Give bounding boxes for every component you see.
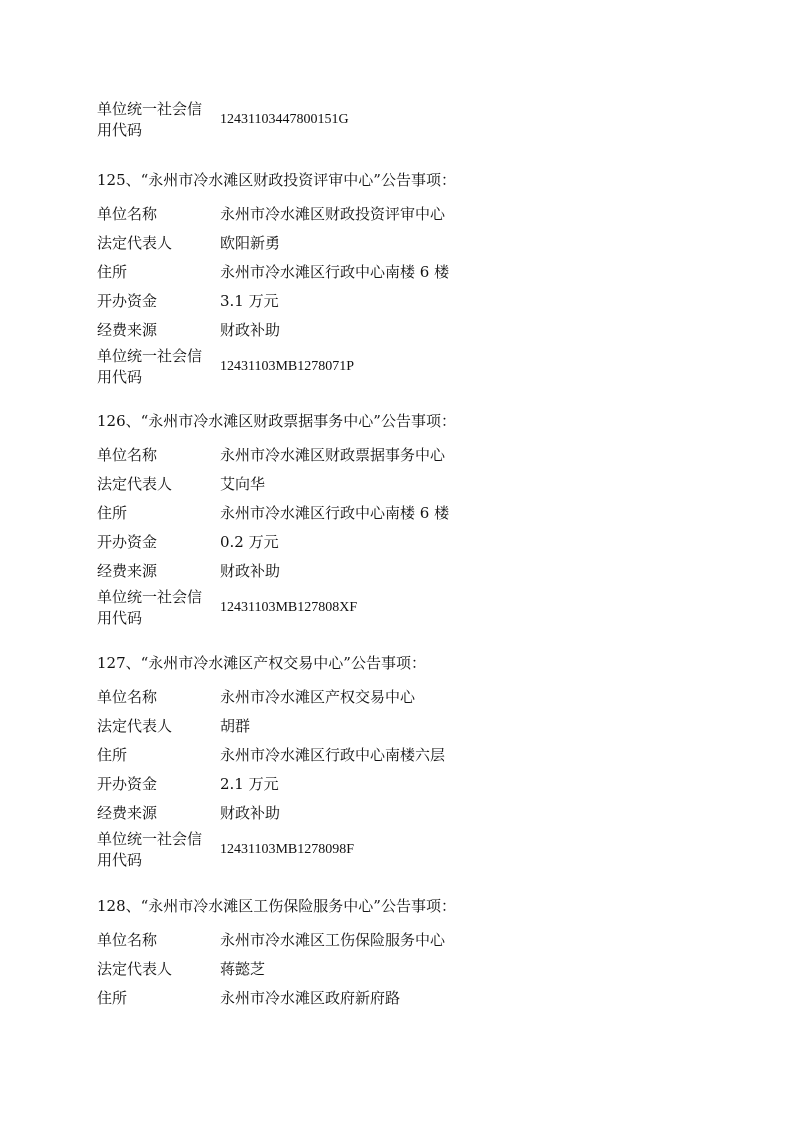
entry-heading: 126、“永州市冷水滩区财政票据事务中心”公告事项： [97,412,456,430]
field-value: 3.1 万元 [220,291,279,310]
legal-rep-row [97,711,697,740]
capital-row [97,769,697,798]
entry-heading: 127、“永州市冷水滩区产权交易中心”公告事项： [97,654,426,672]
field-value: 永州市冷水滩区财政票据事务中心 [220,445,446,464]
unit-name-row [97,682,697,711]
field-value: 永州市冷水滩区财政投资评审中心 [220,204,446,223]
field-value: 12431103MB1278098F [220,842,355,857]
entry-126 [97,411,697,631]
address-row [97,257,697,286]
field-label: 开办资金 [97,774,158,793]
field-value: 12431103447800151G [220,112,349,127]
address-row [97,983,697,1012]
field-label: 法定代表人 [97,959,173,978]
field-label: 住所 [97,745,128,764]
unit-name-row [97,925,697,954]
field-label: 住所 [97,988,128,1007]
funding-source-row [97,315,697,344]
legal-rep-row [97,954,697,983]
credit-code-row [97,97,697,143]
field-value: 胡群 [220,716,251,735]
field-value: 永州市冷水滩区行政中心南楼 6 楼 [220,262,450,281]
entry-125 [97,170,697,390]
capital-row [97,527,697,556]
credit-code-row [97,585,697,631]
address-row [97,740,697,769]
field-value: 永州市冷水滩区行政中心南楼 6 楼 [220,503,450,522]
field-value: 0.2 万元 [220,532,279,551]
field-value: 12431103MB127808XF [220,600,358,615]
funding-source-row [97,556,697,585]
field-value: 12431103MB1278071P [220,359,355,374]
field-label: 单位统一社会信用代码 [97,830,203,869]
legal-rep-row [97,228,697,257]
field-value: 艾向华 [220,474,266,493]
field-label: 经费来源 [97,320,158,339]
field-label: 法定代表人 [97,716,173,735]
field-label: 住所 [97,503,128,522]
field-label: 单位统一社会信用代码 [97,100,203,139]
field-value: 欧阳新勇 [220,233,281,252]
credit-code-row [97,344,697,390]
field-label: 经费来源 [97,561,158,580]
field-label: 开办资金 [97,291,158,310]
field-value: 永州市冷水滩区工伤保险服务中心 [220,930,446,949]
funding-source-row [97,798,697,827]
field-value: 财政补助 [220,561,281,580]
field-label: 法定代表人 [97,233,173,252]
field-value: 蒋懿芝 [220,959,266,978]
field-label: 单位名称 [97,445,158,464]
entry-heading: 128、“永州市冷水滩区工伤保险服务中心”公告事项： [97,897,456,915]
capital-row [97,286,697,315]
entry-128 [97,896,697,1012]
field-value: 永州市冷水滩区产权交易中心 [220,687,416,706]
field-label: 法定代表人 [97,474,173,493]
entry-127 [97,653,697,873]
legal-rep-row [97,469,697,498]
field-label: 住所 [97,262,128,281]
field-label: 单位名称 [97,687,158,706]
field-value: 财政补助 [220,803,281,822]
unit-name-row [97,199,697,228]
unit-name-row [97,440,697,469]
field-label: 单位统一社会信用代码 [97,588,203,627]
entry-heading: 125、“永州市冷水滩区财政投资评审中心”公告事项： [97,171,456,189]
field-value: 2.1 万元 [220,774,279,793]
top-fragment [97,97,697,143]
field-label: 开办资金 [97,532,158,551]
field-value: 财政补助 [220,320,281,339]
field-label: 单位名称 [97,204,158,223]
address-row [97,498,697,527]
credit-code-row [97,827,697,873]
field-label: 单位统一社会信用代码 [97,347,203,386]
field-value: 永州市冷水滩区行政中心南楼六层 [220,745,446,764]
field-label: 经费来源 [97,803,158,822]
field-label: 单位名称 [97,930,158,949]
field-value: 永州市冷水滩区政府新府路 [220,988,401,1007]
